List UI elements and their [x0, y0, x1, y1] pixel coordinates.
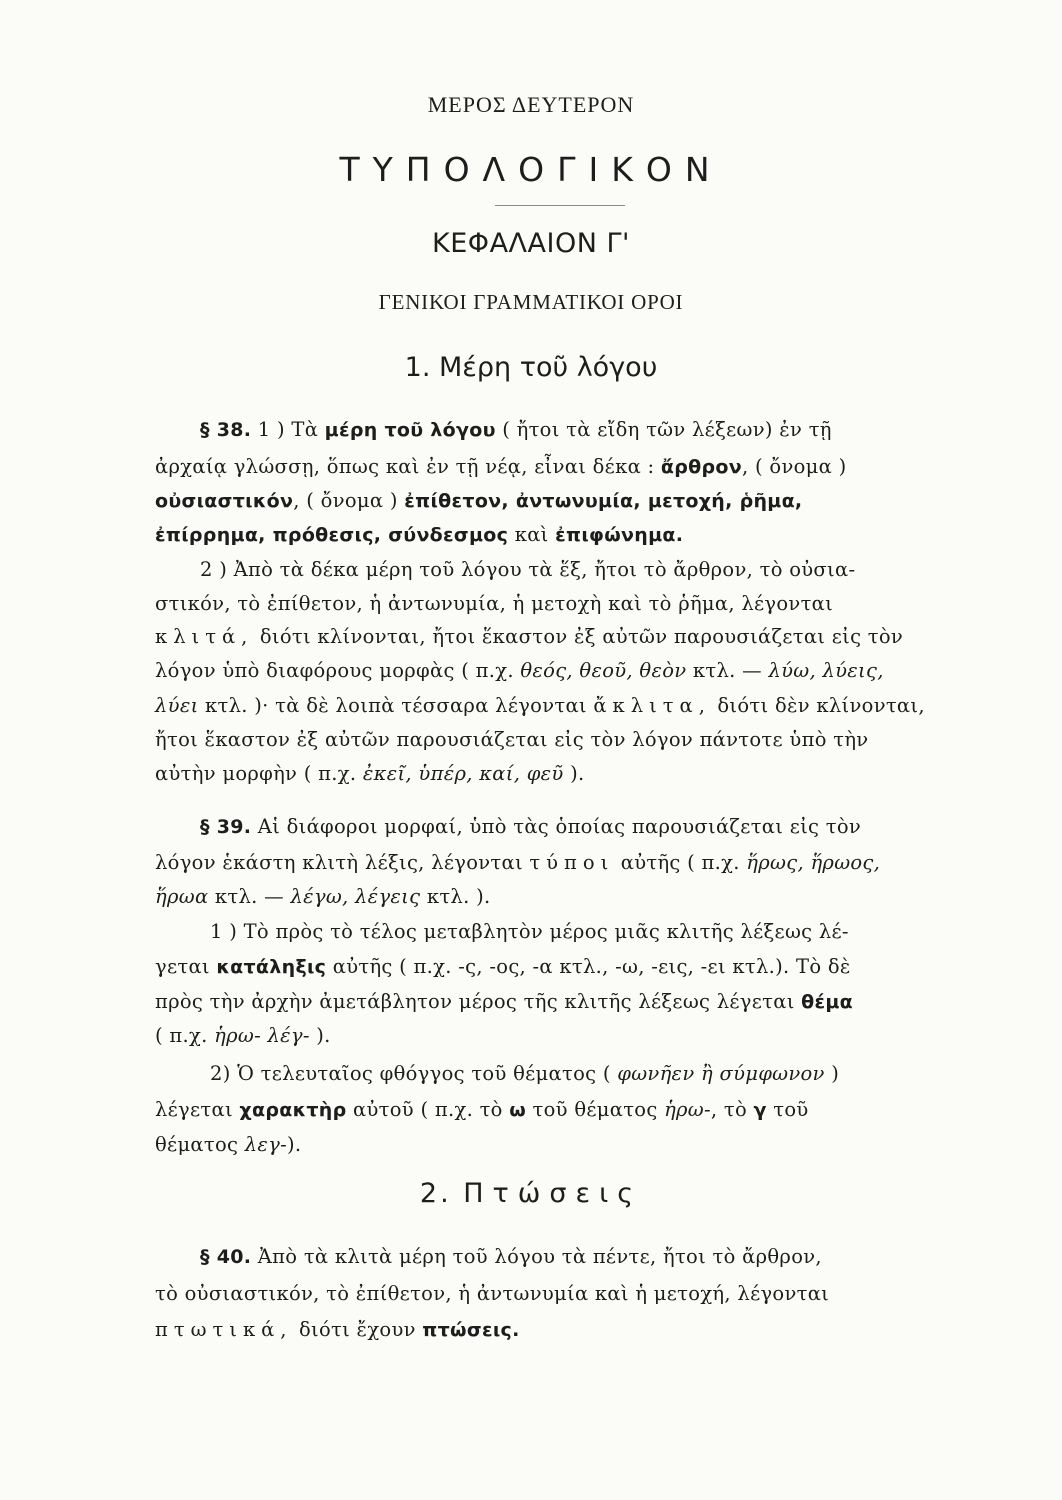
paragraph-number: § 39. — [200, 816, 252, 838]
paragraph-number: § 40. — [200, 1246, 252, 1268]
paragraph-40-line-2: τὸ οὐσιαστικόν, τὸ ἐπίθετον, ἡ ἀντωνυμία καὶ ἡ μετοχή, λέγονται — [155, 1282, 830, 1305]
paragraph-38-line-10: ἤτοι ἕκαστον ἐξ αὐτῶν παρουσιάζεται εἰς τὸν λόγον πάντοτε ὑπὸ τὴν — [155, 728, 869, 751]
paragraph-38-line-1: § 38. 1 ) Τὰ μέρη τοῦ λόγου ( ἤτοι τὰ εἴδη τῶν λέξεων) ἐν τῇ — [200, 418, 832, 441]
paragraph-38-line-9: λύει κτλ. )· τὰ δὲ λοιπὰ τέσσαρα λέγονται ἄκλιτα, διότι δὲν κλίνονται, — [155, 694, 925, 717]
chapter-title: ΚΕΦΑΛΑΙΟΝ Γ' — [432, 228, 630, 259]
paragraph-39-line-3: ἥρωα κτλ. — λέγω, λέγεις κτλ. ). — [155, 885, 491, 908]
paragraph-40-line-1: § 40. Ἀπὸ τὰ κλιτὰ μέρη τοῦ λόγου τὰ πέντε, ἤτοι τὸ ἄρθρον, — [200, 1245, 822, 1268]
paragraph-39-line-1: § 39. Αἱ διάφοροι μορφαί, ὑπὸ τὰς ὁποίας παρουσιάζεται εἰς τὸν — [200, 815, 862, 838]
paragraph-39-line-8: 2) Ὁ τελευταῖος φθόγγος τοῦ θέματος ( φωνῆεν ἢ σύμφωνον ) — [210, 1062, 840, 1085]
section-heading-2: 2. Πτώσεις — [419, 1178, 643, 1209]
paragraph-38-line-2: ἀρχαίᾳ γλώσσῃ, ὅπως καὶ ἐν τῇ νέᾳ, εἶναι δέκα : ἄρθρον, ( ὄνομα ) — [155, 455, 847, 478]
paragraph-38-line-7: κλιτά, διότι κλίνονται, ἤτοι ἕκαστον ἐξ αὐτῶν παρουσιάζεται εἰς τὸν — [155, 625, 904, 648]
paragraph-38-line-3: οὐσιαστικόν, ( ὄνομα ) ἐπίθετον, ἀντωνυμία, μετοχή, ῥῆμα, — [155, 489, 803, 512]
paragraph-38-line-5: 2 ) Ἀπὸ τὰ δέκα μέρη τοῦ λόγου τὰ ἕξ, ἤτοι τὸ ἄρθρον, τὸ οὐσια- — [200, 558, 856, 581]
paragraph-38-line-8: λόγον ὑπὸ διαφόρους μορφὰς ( π.χ. θεός, θεοῦ, θεὸν κτλ. — λύω, λύεις, — [155, 659, 884, 682]
paragraph-40-line-3: πτωτικά, διότι ἔχουν πτώσεις. — [155, 1318, 520, 1341]
paragraph-39-line-5: γεται κατάληξις αὐτῆς ( π.χ. -ς, -ος, -α κτλ., -ω, -εις, -ει κτλ.). Τὸ δὲ — [155, 955, 851, 978]
paragraph-39-line-4: 1 ) Τὸ πρὸς τὸ τέλος μεταβλητὸν μέρος μιᾶς κλιτῆς λέξεως λέ- — [210, 920, 849, 943]
paragraph-39-line-7: ( π.χ. ἡρω- λέγ- ). — [155, 1024, 331, 1047]
paragraph-39-line-9: λέγεται χαρακτὴρ αὐτοῦ ( π.χ. τὸ ω τοῦ θέματος ἡρω-, τὸ γ τοῦ — [155, 1098, 809, 1121]
section-heading-1: 1. Μέρη τοῦ λόγου — [404, 352, 658, 383]
paragraph-38-line-4: ἐπίρρημα, πρόθεσις, σύνδεσμος καὶ ἐπιφώνημα. — [155, 523, 684, 546]
paragraph-39-line-10: θέματος λεγ-). — [155, 1133, 302, 1156]
paragraph-39-line-2: λόγον ἑκάστη κλιτὴ λέξις, λέγονται τύποι αὐτῆς ( π.χ. ἥρως, ἥρωος, — [155, 851, 881, 874]
paragraph-39-line-6: πρὸς τὴν ἀρχὴν ἀμετάβλητον μέρος τῆς κλιτῆς λέξεως λέγεται θέμα — [155, 990, 854, 1013]
main-title: ΤΥΠΟΛΟΓΙΚΟΝ — [339, 150, 723, 189]
title-divider — [495, 205, 625, 206]
part-title: ΜΕΡΟΣ ΔΕΥΤΕΡΟΝ — [427, 92, 635, 117]
chapter-subtitle: ΓΕΝΙΚΟΙ ΓΡΑΜΜΑΤΙΚΟΙ ΟΡΟΙ — [378, 290, 684, 314]
paragraph-38-line-11: αὐτὴν μορφὴν ( π.χ. ἐκεῖ, ὑπέρ, καί, φεῦ ). — [155, 762, 585, 785]
paragraph-number: § 38. — [200, 419, 252, 441]
paragraph-38-line-6: στικόν, τὸ ἐπίθετον, ἡ ἀντωνυμία, ἡ μετοχὴ καὶ τὸ ῥῆμα, λέγονται — [155, 592, 834, 615]
